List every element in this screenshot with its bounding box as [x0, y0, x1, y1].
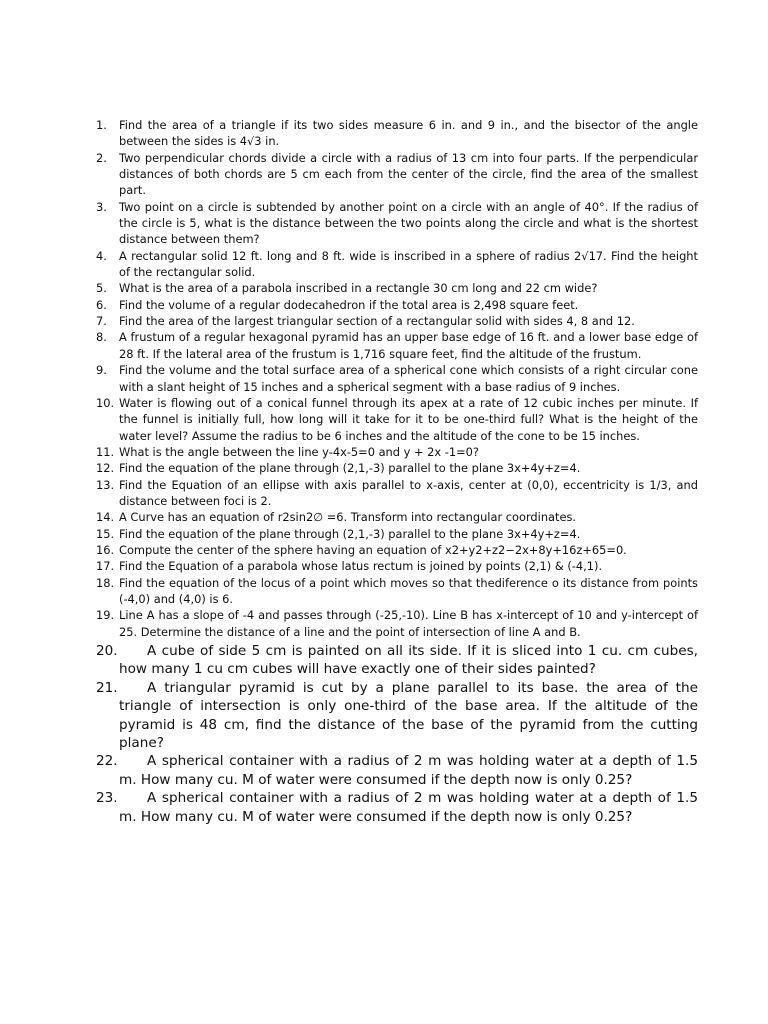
problem-text: A frustum of a regular hexagonal pyramid has an upper base edge of 16 ft. and a lower base edge of 28 ft. If the lateral area of the frustum is 1,716 square feet, find the altitude of the frustum.: [119, 330, 698, 361]
problem-number: 5.: [96, 281, 107, 296]
problem-number: 1.: [96, 118, 107, 132]
problem-item: [96, 477, 698, 510]
problem-number: 16.: [96, 542, 115, 557]
problem-item: [96, 752, 698, 789]
problem-item: [96, 313, 698, 329]
problem-text: Two point on a circle is subtended by another point on a circle with an angle of 40°. If the radius of the circle is 5, what is the distance between the two points along the circle and what is the shortest distance between them?: [119, 199, 698, 247]
problem-text: A Curve has an equation of r2sin2∅ =6. Transform into rectangular coordinates.: [119, 510, 577, 525]
problem-item: [96, 526, 698, 542]
problem-number: 6.: [96, 297, 107, 312]
problem-text: Find the area of a triangle if its two sides measure 6 in. and 9 in., and the bisector of the angle between the sides is 4√3 in.: [119, 118, 698, 149]
problem-text: A rectangular solid 12 ft. long and 8 ft. wide is inscribed in a sphere of radius 2√17. Find the height of the rectangular solid.: [119, 248, 698, 280]
problem-number: 14.: [96, 510, 115, 525]
problem-item: [96, 679, 698, 753]
problem-number: 23.: [96, 790, 118, 807]
problem-text: What is the area of a parabola inscribed in a rectangle 30 cm long and 22 cm wide?: [119, 281, 598, 296]
problem-item: [96, 395, 698, 444]
problem-text: Find the equation of the locus of a point which moves so that thediference o its distance from points (-4,0) and (4,0) is 6.: [119, 575, 698, 606]
problem-item: [96, 509, 698, 525]
problem-text: Find the equation of the plane through (2,1,-3) parallel to the plane 3x+4y+z=4.: [119, 526, 581, 541]
problem-number: 20.: [96, 643, 118, 659]
problem-list-small: [96, 117, 698, 640]
problem-item: [96, 329, 698, 362]
problem-item: [96, 444, 698, 460]
problem-item: [96, 642, 698, 679]
problem-number: 10.: [96, 395, 115, 410]
problem-text: Find the Equation of a parabola whose latus rectum is joined by points (2,1) & (-4,1).: [119, 559, 603, 574]
problem-text: A spherical container with a radius of 2 m was holding water at a depth of 1.5 m. How many cu. M of water were consumed if the depth now is only 0.25?: [119, 753, 698, 788]
problem-item: [96, 607, 698, 640]
problem-number: 2.: [96, 150, 107, 165]
problem-text: A triangular pyramid is cut by a plane parallel to its base. the area of the triangle of intersection is only one-third of the base area. If the altitude of the pyramid is 48 cm, find the distance of the base of the pyramid from the cutting plane?: [119, 679, 698, 752]
problem-item: [96, 199, 698, 248]
problem-number: 11.: [96, 444, 115, 459]
problem-text: A cube of side 5 cm is painted on all its side. If it is sliced into 1 cu. cm cubes, how many 1 cu cm cubes will have exactly one of their sides painted?: [119, 643, 698, 678]
problem-text: Find the Equation of an ellipse with axis parallel to x-axis, center at (0,0), eccentricity is 1/3, and distance between foci is 2.: [119, 477, 698, 508]
problem-text: Find the area of the largest triangular section of a rectangular solid with sides 4, 8 and 12.: [119, 314, 635, 329]
problem-text: Line A has a slope of -4 and passes through (-25,-10). Line B has x-intercept of 10 and y-intercept of 25. Determine the distance of a line and the point of intersection of line A and B.: [119, 608, 698, 639]
problem-list-large: [96, 642, 698, 826]
problem-number: 8.: [96, 330, 107, 345]
problem-item: [96, 297, 698, 313]
problem-item: [96, 280, 698, 296]
problem-number: 15.: [96, 526, 115, 541]
problem-text: A spherical container with a radius of 2 m was holding water at a depth of 1.5 m. How many cu. M of water were consumed if the depth now is only 0.25?: [119, 790, 698, 825]
problem-number: 19.: [96, 608, 115, 623]
problem-item: [96, 248, 698, 281]
problem-number: 9.: [96, 363, 107, 378]
problem-text: Find the volume of a regular dodecahedron if the total area is 2,498 square feet.: [119, 297, 579, 312]
problem-item: [96, 789, 698, 826]
problem-text: Water is flowing out of a conical funnel through its apex at a rate of 12 cubic inches per minute. If the funnel is initially full, how long will it take for it to be one-third full? What is the height of the water level? Assume the radius to be 6 inches and the altitude of the cone to be 15 inches.: [119, 395, 698, 443]
problem-item: [96, 150, 698, 199]
problem-text: Two perpendicular chords divide a circle with a radius of 13 cm into four parts. If the perpendicular distances of both chords are 5 cm each from the center of the circle, find the area of the smallest part.: [119, 150, 698, 198]
problem-number: 4.: [96, 248, 107, 263]
problem-number: 18.: [96, 575, 115, 590]
problem-number: 7.: [96, 314, 107, 329]
problem-text: Find the volume and the total surface area of a spherical cone which consists of a right circular cone with a slant height of 15 inches and a spherical segment with a base radius of 9 inches.: [119, 363, 698, 394]
problem-number: 21.: [96, 679, 118, 696]
problem-item: [96, 558, 698, 574]
problem-item: [96, 117, 698, 150]
problem-number: 3.: [96, 199, 107, 214]
problem-number: 13.: [96, 477, 115, 492]
problem-number: 22.: [96, 753, 118, 770]
problem-number: 17.: [96, 559, 115, 574]
problem-item: [96, 575, 698, 608]
problem-item: [96, 542, 698, 558]
problem-text: Find the equation of the plane through (2,1,-3) parallel to the plane 3x+4y+z=4.: [119, 461, 581, 476]
problem-item: [96, 362, 698, 395]
problem-item: [96, 460, 698, 476]
problem-number: 12.: [96, 461, 115, 476]
problem-text: What is the angle between the line y-4x-5=0 and y + 2x -1=0?: [119, 444, 479, 459]
problem-text: Compute the center of the sphere having an equation of x2+y2+z2−2x+8y+16z+65=0.: [119, 542, 627, 557]
